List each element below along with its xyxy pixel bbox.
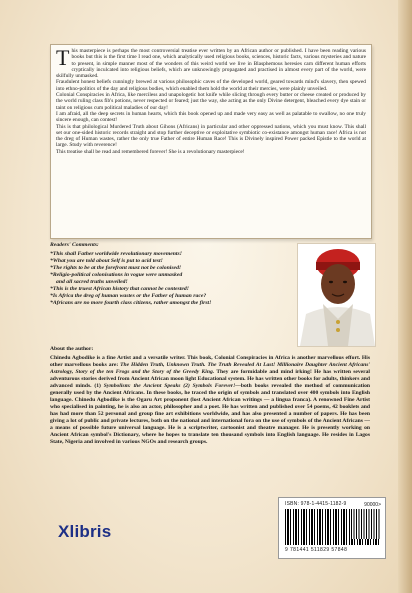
blurb-paragraph-2: Fraudulent honest beliefs cunningly brewed at various philosophic caves of the developed world, geared towards mind's slavery, then spewed into ethno-politics of the day and religious bodies, which enabled them hold the world at their mercies, were plainly unveiled. (56, 79, 366, 92)
author-bio-c: —both books revealed the method of communication generally used by the Ancient Africans. In these books, he traced the origin of symbols and translated over 400 symbols into English language. Chinedu Agbodike is the Ogaru Art proponent (lost Ancient African writings — a lingua franca). A renowned Fine Artist who specialised in painting, he is also an actor, philosopher and a poet. He has written and published over 54 poems, 42 booklets and has had more than 52 personal and group fine art exhibitions worldwide, and has also presented a number of papers. He has been giving a lot of public and private lectures, both on the national and international fora on the use of symbols of the Ancient Africans — a means of possible future universal language. He is a scriptwriter, cartoonist and theatre manager. He is presently working on Ancient African symbol's Dictionary, where he hopes to translate ten thousand symbols into English language. He resides in Lagos State, Nigeria and involved in various NGOs and research groups. (50, 383, 370, 445)
blurb-p1-text: his masterpiece is perhaps the most controversial treatise ever written by an African author or published. I have been reading various books but this is the first time I read one, which analytically used religious books, sciences, historic facts, various mysteries and nature to present, in simple manner most of the wonders of this weird world we live in Blasphemous heresies carn different human efforts cryptically inculcated into religious beliefs, which are unknowingly propagated and practised in almost every part of the world, were skilfully unmasked. (56, 48, 366, 80)
isbn-label: ISBN: 978-1-4415-1182-9 (285, 501, 347, 507)
blurb-paragraph-4: I am afraid, all the deep secrets in human hearts, which this book opened up and made very easy as well as palatable to swallow, no one truly sincere enough, can contest! (56, 110, 366, 124)
blurb-paragraph-6: This treatise shall be read and remembered forever! She is a revolutionary masterpiece! (56, 148, 245, 155)
comment-line: *What you are told about Self is put to acid test! (50, 258, 163, 264)
comment-line: *This shall Father worldwide revolutionary movements! (50, 251, 182, 257)
author-portrait-image (298, 244, 375, 346)
blurb-text (51, 45, 371, 155)
blurb-paragraph-1 (56, 45, 366, 80)
comment-line: *This is the truest African history that cannot be contested! (50, 286, 189, 292)
author-symbol-books: Symbolism: the Ancient Speaks (2) Symbols Forever! (103, 383, 236, 389)
blurb-panel (50, 44, 372, 239)
drop-cap: T (56, 45, 70, 70)
blurb-paragraph-3: Colonial Conspiracies in Africa, like merciless and unapologetic hot knife while slicing through every butter or cheese created or produced by the world ruling class fib's potions, never respected or feared; just the way, she acting as the only Divine detergent, bleached every dye stain or taint on religious cum political maladies of our day! (56, 92, 366, 111)
author-photo (297, 243, 376, 347)
author-bio-b: They are formidable and mind irking! He has written several adventurous stories derived from Ancient African moon light Educational system. He has written other books for adults, thinkers and advanced minds. (1) (50, 369, 370, 389)
comment-line: *Religio-political colonisations in vogue were unmasked (50, 272, 183, 278)
comment-line: and all sacred truths unveiled! (56, 279, 128, 285)
about-author (50, 346, 370, 446)
barcode-number: 9 781441 511829 57848 (285, 547, 348, 553)
author-bio-a: Chinedu Agbodike is a fine Artist and a versatile writer. This book, Colonial Conspiracies in Africa is another marvellous effort. His other marvellous books are: (50, 355, 370, 368)
comments-heading: Readers' Comments: (50, 242, 99, 248)
barcode (278, 497, 386, 559)
publisher-logo: Xlibris (58, 522, 112, 541)
blurb-paragraph-5: This is that philological Murdered Truth about Gihons (Africans) in particular and other oppressed nations, which you must know. This shall set our one-sided historic records straight and stop further deceptive or exploitative symbiotic co-existance amongst human race! Africa is not the dreg of Human wastes, rather the only true Father of entire Human Race! This is Divinely inspired Power packed Epistle to the world at large. Study with reverence! (56, 123, 366, 149)
author-heading: About the author: (50, 346, 94, 352)
author-bio (50, 355, 370, 446)
barcode-addon-bars (351, 509, 381, 539)
spine-edge (398, 0, 412, 593)
barcode-addon-label: 90000> (364, 502, 381, 508)
comment-line: *The rights to be at the forefront must not be colonised! (50, 265, 182, 271)
author-book-titles: The Hidden Truth, Unknown Truth. The Truth Revealed At Last! Millionaire Daughter Ancient Africans' Astrology, Story of the ten Frogs and the Story of the Greedy King. (50, 362, 370, 375)
readers-comments (50, 242, 282, 307)
comment-line: *Is Africa the dreg of human wastes or the Father of human race? (50, 293, 207, 299)
comment-line: *Africans are no more fourth class citizens, rather amongst the first! (50, 300, 212, 306)
